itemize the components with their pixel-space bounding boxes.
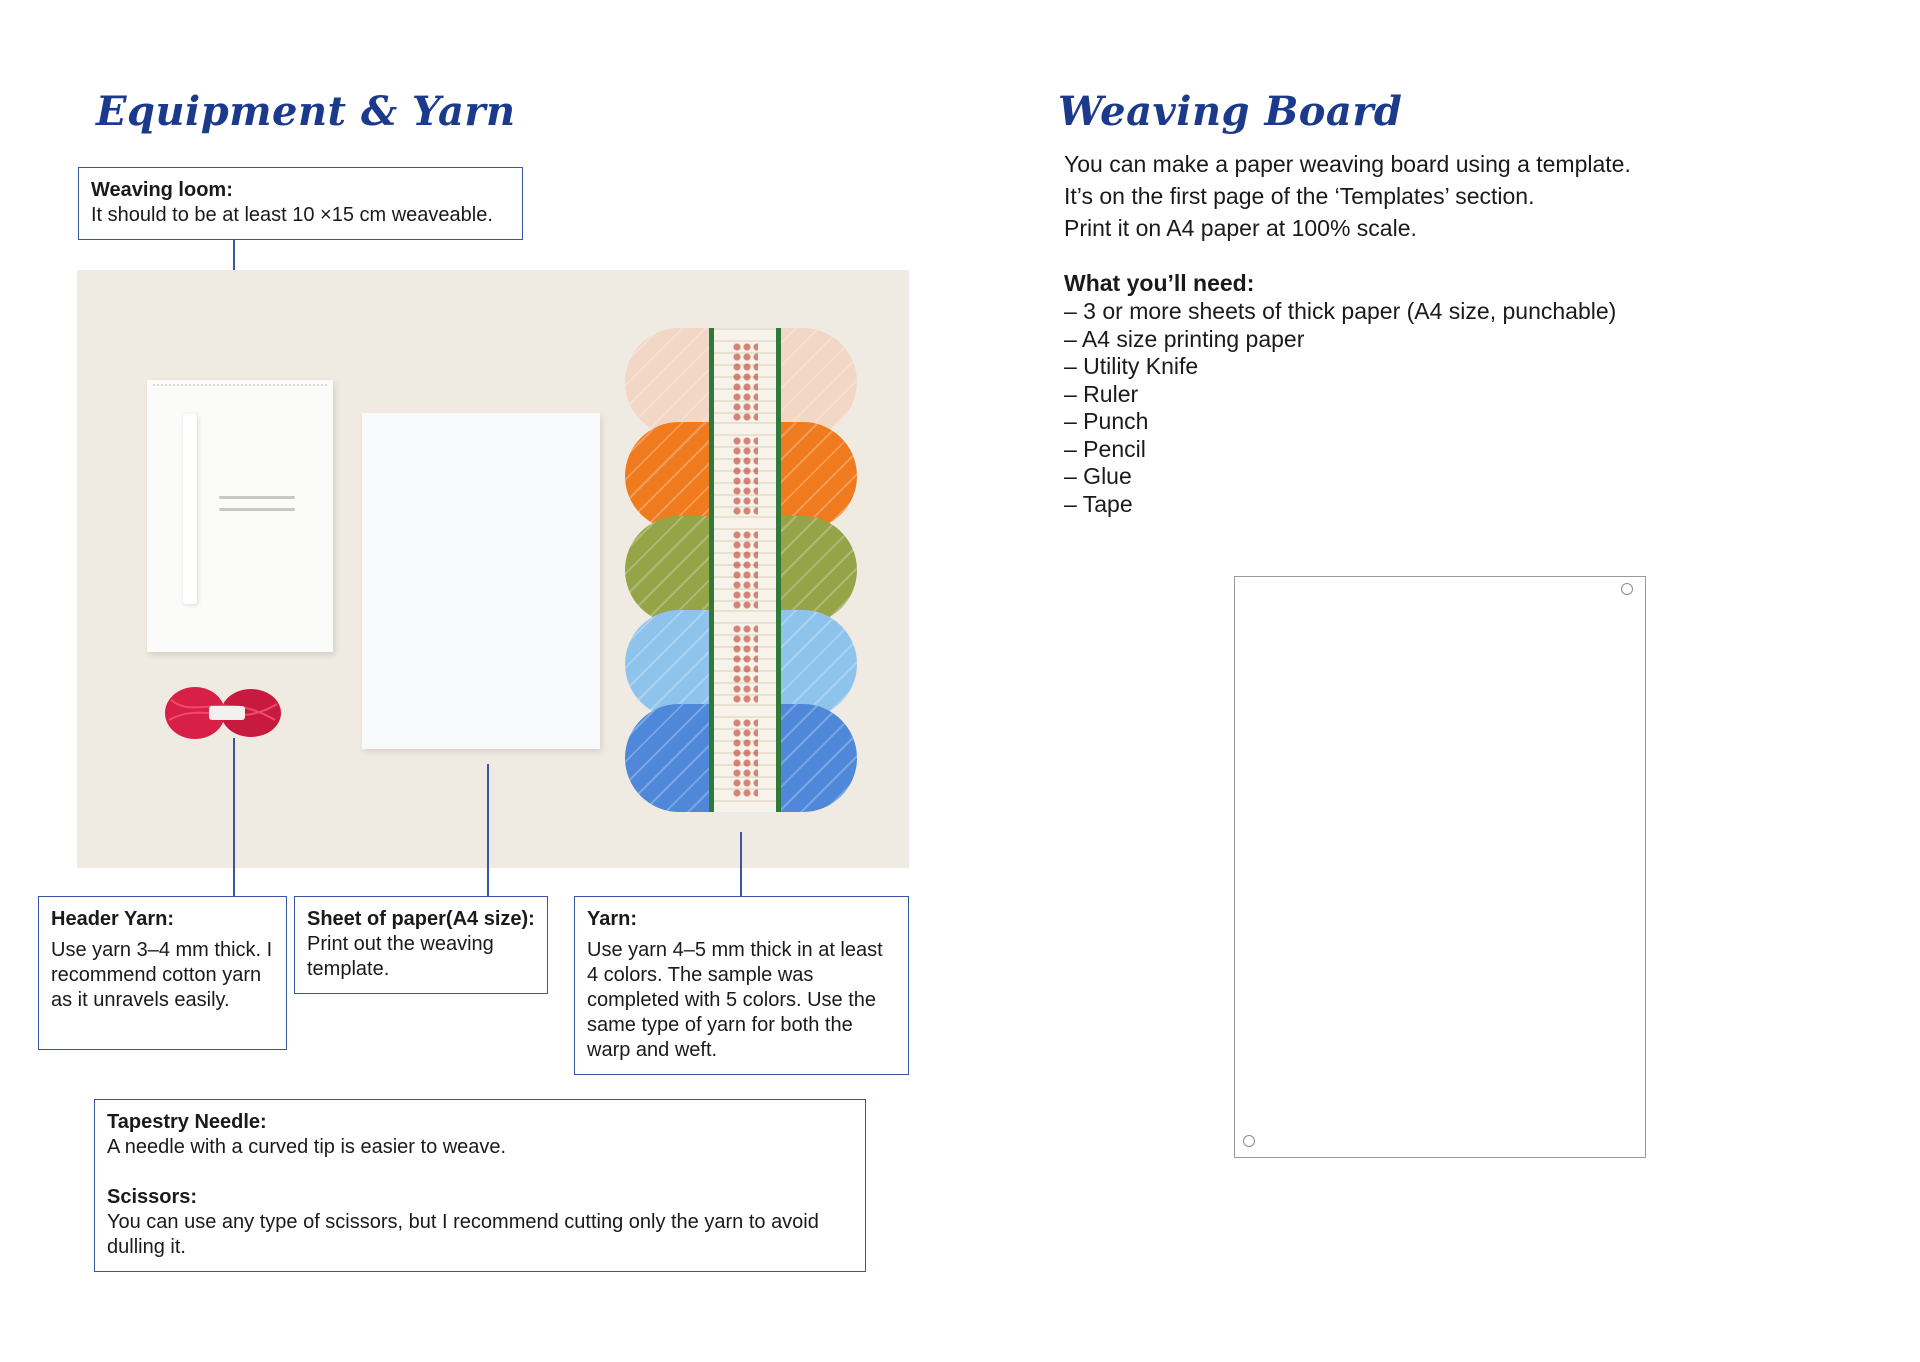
callout-title: Weaving loom:: [91, 179, 233, 201]
intro-line: You can make a paper weaving board using a template.: [1064, 151, 1631, 177]
equipment-yarn-heading: Equipment & Yarn: [96, 88, 516, 135]
list-item: – 3 or more sheets of thick paper (A4 size, punchable): [1064, 298, 1617, 324]
needle-wire: [219, 496, 295, 499]
list-item: – Punch: [1064, 408, 1149, 434]
yarn-skein-peach: [625, 328, 857, 436]
punch-hole-icon: [1621, 583, 1633, 595]
equipment-photo: [77, 270, 909, 868]
callout-title: Yarn:: [587, 908, 638, 930]
yarn-label: [709, 610, 781, 718]
weaving-board-intro: [1064, 148, 1631, 244]
sheet-leader-line: [487, 764, 489, 896]
a4-paper-sheet: [362, 413, 600, 749]
callout-desc: It should to be at least 10 ×15 cm weaveable.: [91, 204, 493, 226]
supplies-list: [1064, 298, 1616, 518]
scissors-title: Scissors:: [107, 1186, 198, 1208]
header-yarn-leader-line: [233, 738, 235, 896]
callout-desc: Use yarn 4–5 mm thick in at least 4 colors. The sample was completed with 5 colors. Use the same type of yarn for both the warp and weft.: [587, 939, 883, 1061]
weaving-board-heading: Weaving Board: [1058, 88, 1403, 135]
what-you-need-title: What you’ll need:: [1064, 270, 1255, 296]
intro-line: Print it on A4 paper at 100% scale.: [1064, 215, 1417, 241]
needle-title: Tapestry Needle:: [107, 1111, 267, 1133]
yarn-label: [709, 328, 781, 436]
needle-scissors-callout: [94, 1099, 866, 1272]
yarn-leader-line: [740, 832, 742, 896]
punch-hole-icon: [1243, 1135, 1255, 1147]
header-yarn-callout: [38, 896, 287, 1050]
callout-title: Sheet of paper(A4 size):: [307, 908, 535, 930]
yarn-callout: [574, 896, 909, 1075]
sheet-of-paper-callout: [294, 896, 548, 994]
callout-desc: Print out the weaving template.: [307, 933, 494, 980]
needle-wire: [219, 508, 295, 511]
list-item: – Pencil: [1064, 435, 1146, 462]
callout-title: Header Yarn:: [51, 908, 175, 930]
callout-desc: Use yarn 3–4 mm thick. I recommend cotton yarn as it unravels easily.: [51, 939, 273, 1011]
list-item: – A4 size printing paper: [1064, 325, 1305, 352]
yarn-label: [709, 516, 781, 624]
yarn-skein-light-blue: [625, 610, 857, 718]
list-item: – Tape: [1064, 490, 1133, 517]
intro-line: It’s on the first page of the ‘Templates’ section.: [1064, 183, 1535, 209]
weaving-board-template: [1234, 576, 1646, 1158]
header-yarn-skein: [165, 680, 281, 746]
yarn-skein-blue: [625, 704, 857, 812]
yarn-skein-olive: [625, 516, 857, 624]
list-item: – Utility Knife: [1064, 353, 1199, 379]
needle-desc: A needle with a curved tip is easier to weave.: [107, 1136, 507, 1158]
loom-teeth: [153, 384, 327, 390]
list-item: – Glue: [1064, 463, 1132, 489]
scissors-desc: You can use any type of scissors, but I recommend cutting only the yarn to avoid dulling it.: [107, 1211, 819, 1258]
yarn-label: [709, 422, 781, 530]
weaving-loom-callout: [78, 167, 523, 240]
weaving-loom: [147, 380, 333, 652]
list-item: – Ruler: [1064, 380, 1139, 407]
loom-shuttle-bar: [183, 414, 197, 604]
yarn-label: [709, 704, 781, 812]
yarn-skein-orange: [625, 422, 857, 530]
